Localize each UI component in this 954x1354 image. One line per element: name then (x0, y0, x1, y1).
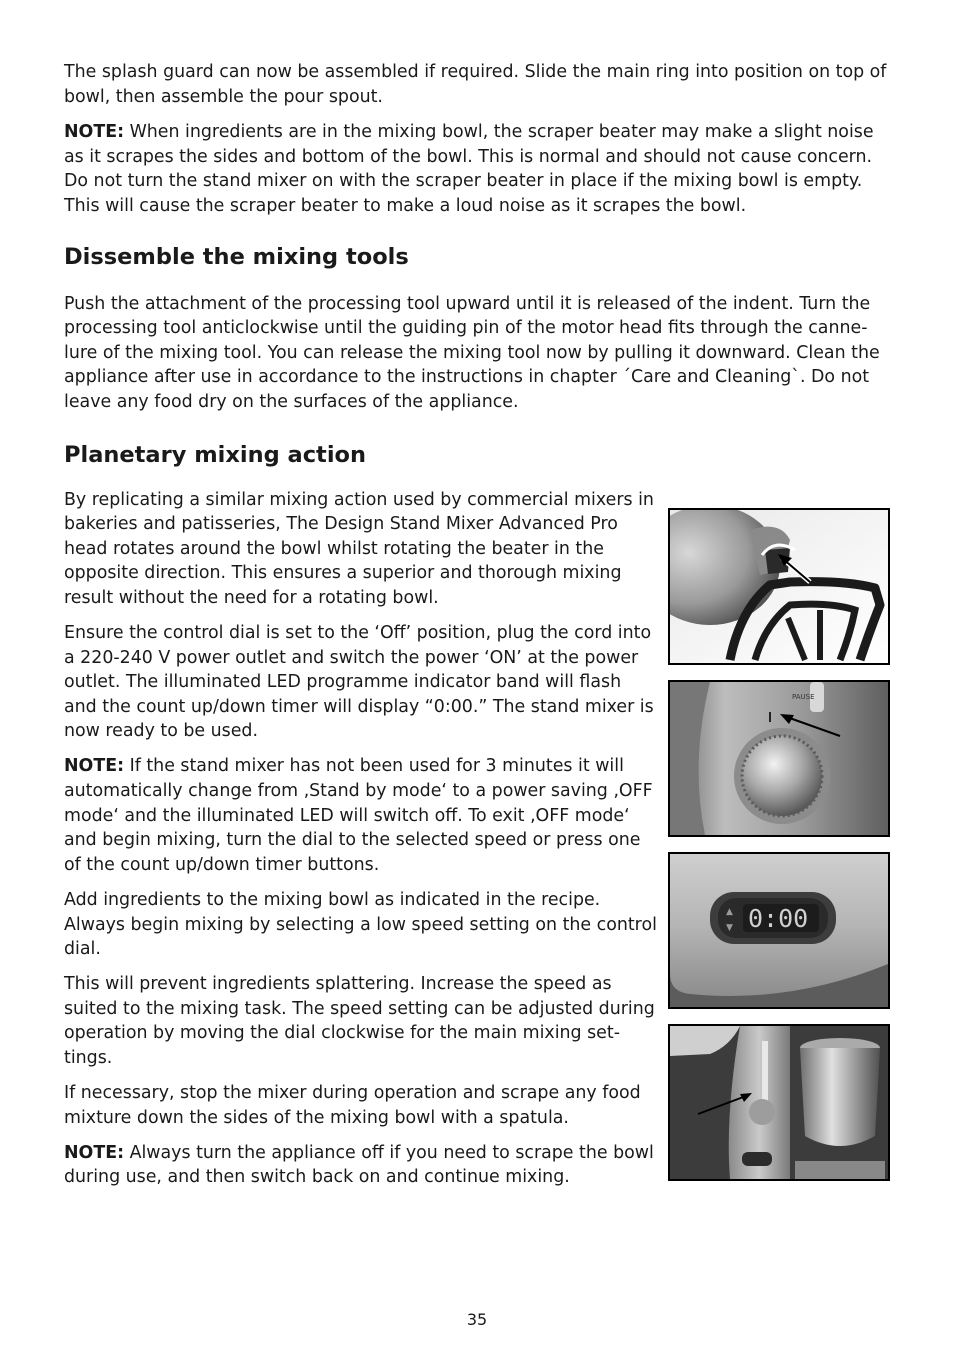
pause-label: PAUSE (792, 693, 815, 701)
planetary-note-1 (64, 754, 658, 877)
up-arrow-icon: ▲ (726, 907, 733, 917)
heading-dissemble: Dissemble the mixing tools (64, 243, 409, 270)
control-dial (749, 1099, 775, 1125)
note-label: NOTE: (64, 1142, 125, 1163)
heading-planetary: Planetary mixing action (64, 441, 367, 468)
photo-column (668, 508, 890, 1196)
intro-paragraph: The splash guard can now be assembled if required. Slide the main ring into position on top of bowl, then assemble the pour spout. (64, 62, 887, 107)
mixer-photo-illustration (670, 1026, 888, 1179)
planetary-text-column (64, 488, 658, 1190)
planetary-paragraph-4: This will prevent ingredients splattering. Increase the speed as suited to the mixing task. The speed setting can be adjusted during operation by moving the dial clockwise for the main mixing set-tings. (64, 974, 655, 1068)
note-label: NOTE: (64, 756, 125, 777)
intro-note (64, 120, 890, 218)
timer-readout: 0:00 (748, 904, 809, 933)
planetary-note-2 (64, 1141, 658, 1190)
planetary-paragraph-3: Add ingredients to the mixing bowl as indicated in the recipe. Always begin mixing by selecting a low speed setting on the control dial. (64, 889, 657, 960)
note-text: When ingredients are in the mixing bowl, the scraper beater may make a slight noise as it scrapes the sides and bottom of the bowl. This is normal and should not cause concern. Do not turn the stand mixer on with the scraper beater in place if the mixing bowl is empty. This will cause the scraper beater to make a loud noise as it scrapes the bowl. (64, 122, 874, 216)
note-text: If the stand mixer has not been used for 3 minutes it will automatically change from ‚Stand by mode‘ to a power saving ‚OFF mode‘ and the illuminated LED will switch off. To exit ‚OFF mode‘ and begin mixing, turn the dial to the selected speed or press one of the count up/down timer buttons. (64, 756, 653, 875)
note-text: Always turn the appliance off if you need to scrape the bowl during use, and then switch back on and continue mixing. (64, 1142, 654, 1188)
down-arrow-icon: ▼ (726, 923, 733, 933)
timer-photo-illustration (670, 854, 888, 1007)
planetary-paragraph-1: By replicating a similar mixing action used by commercial mixers in bakeries and patisseries, The Design Stand Mixer Advanced Pro head rotates around the bowl whilst rotating the beater in the opposite direction. This ensures a superior and thorough mixing result without the need for a rotating bowl. (64, 489, 654, 608)
photo-beater-attachment (668, 508, 890, 665)
dissemble-paragraph: Push the attachment of the processing tool upward until it is released of the indent. Turn the processing tool anticlockwise until the guiding pin of the motor head fits through the canne-lure of the mixing tool. You can release the mixing tool now by pulling it downward. Clean the appliance after use in accordance to the instructions in chapter ´Care and Cleaning`. Do not leave any food dry on the surfaces of the appliance. (64, 293, 880, 412)
planetary-paragraph-2: Ensure the control dial is set to the ‘Off’ position, plug the cord into a 220-240 V power outlet and switch the power ‘ON’ at the power outlet. The illuminated LED programme indicator band will flash and the count up/down timer will display “0:00.” The stand mixer is now ready to be used. (64, 623, 654, 742)
planetary-paragraph-5: If necessary, stop the mixer during operation and scrape any food mixture down the sides of the mixing bowl with a spatula. (64, 1083, 641, 1128)
photo-timer-display (668, 852, 890, 1009)
dial-photo-illustration (670, 682, 888, 835)
photo-control-dial (668, 680, 890, 837)
photo-mixer-side (668, 1024, 890, 1181)
note-label: NOTE: (64, 122, 125, 143)
beater-photo-illustration (670, 510, 888, 663)
page-number: 35 (466, 1310, 488, 1329)
